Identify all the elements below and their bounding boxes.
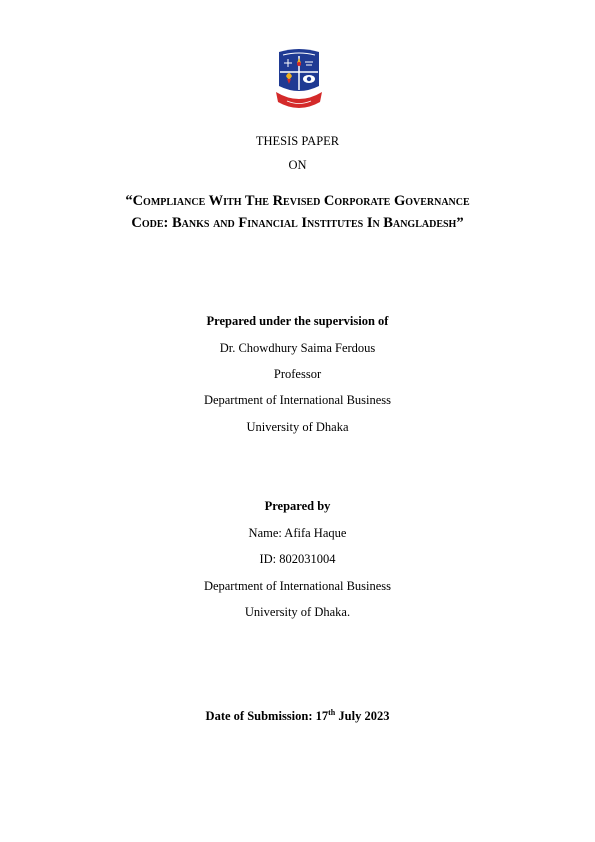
crest-icon [275,46,323,112]
submission-date [0,709,595,724]
student-id: ID: 802031004 [259,552,336,566]
supervisor-university: University of Dhaka [246,420,349,434]
student-name: Name: Afifa Haque [248,526,347,540]
supervisor-name: Dr. Chowdhury Saima Ferdous [219,341,376,355]
thesis-title [40,190,555,234]
day-suffix: th [328,708,336,717]
thesis-paper-label: THESIS PAPER [255,134,340,148]
submission-label: Date of Submission: 17 [205,709,329,723]
prepared-by-heading: Prepared by [264,499,331,513]
student-university: University of Dhaka. [244,605,351,619]
on-label: ON [288,158,307,172]
supervisor-department: Department of International Business [203,393,392,407]
student-department: Department of International Business [203,579,392,593]
supervisor-designation: Professor [273,367,322,381]
supervision-heading: Prepared under the supervision of [206,314,389,328]
university-logo [275,46,323,112]
title-line-1: “Compliance With The Revised Corporate Governance [125,193,470,209]
title-line-2: Code: Banks and Financial Institutes In Bangladesh” [131,215,464,231]
submission-month-year: July 2023 [335,709,390,723]
